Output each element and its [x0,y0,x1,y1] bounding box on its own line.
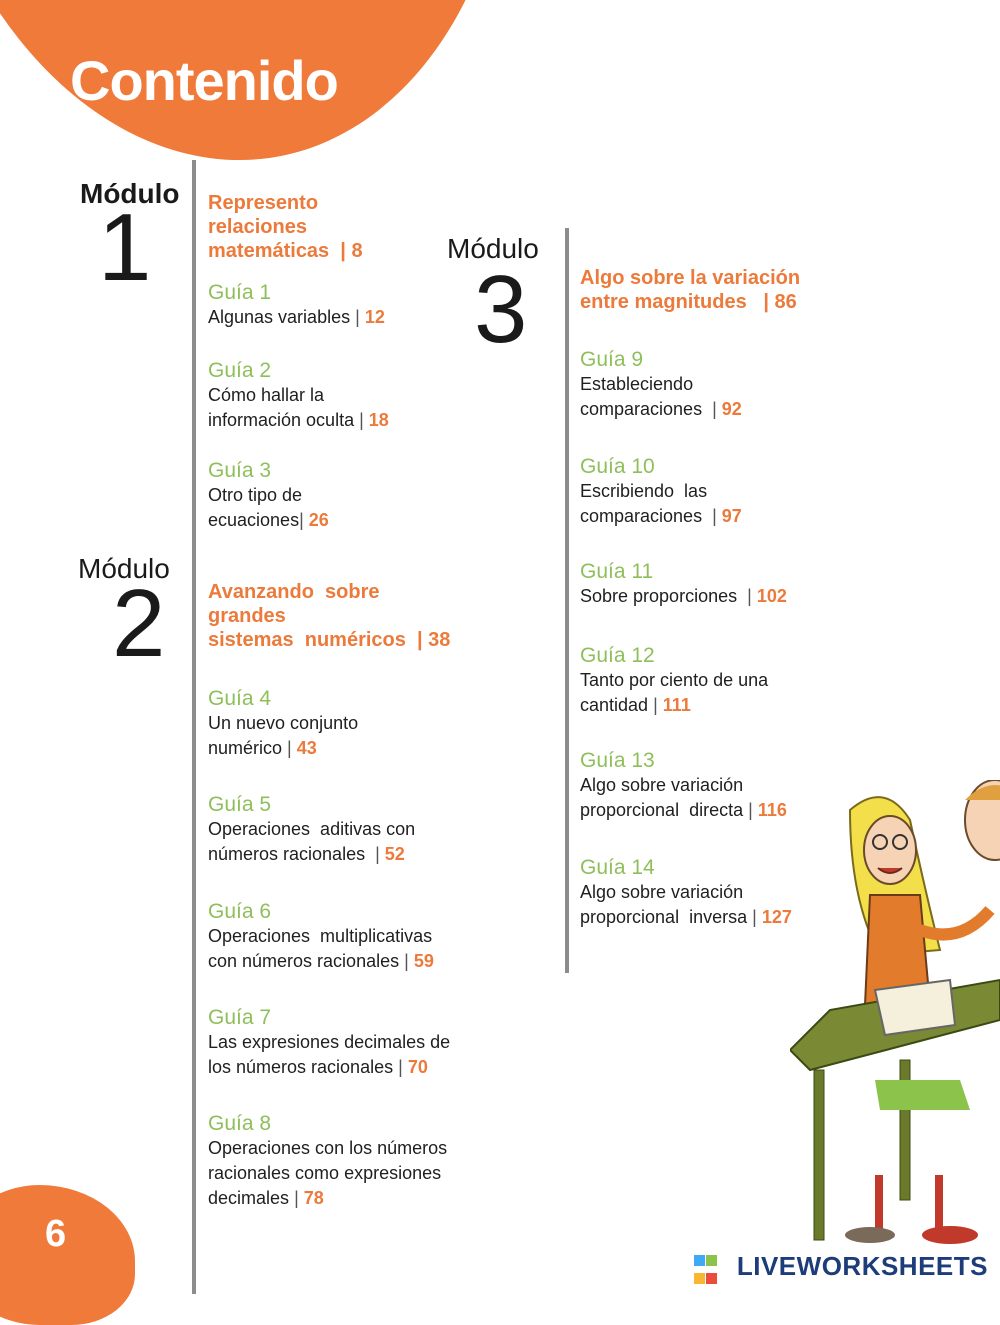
liveworksheets-logo-icon [694,1254,718,1278]
guide-name: Guía 4 [208,687,272,710]
guide-name: Guía 9 [580,348,644,371]
module-3-title: Algo sobre la variación entre magnitudes | 86 [580,267,801,313]
module-1-title: Represento relaciones matemáticas | 8 [208,192,363,262]
guide-name: Guía 6 [208,900,272,923]
students-illustration [790,780,1000,1250]
guide-6[interactable]: Guía 6 Operaciones multiplicativas con números racionales | 59 [208,900,468,974]
guide-9[interactable]: Guía 9 Estableciendo comparaciones | 92 [580,348,840,422]
module-1-number: 1 [98,194,152,301]
guide-8[interactable]: Guía 8 Operaciones con los números racionales como expresiones decimales | 78 [208,1112,468,1211]
guide-name: Guía 1 [208,281,272,304]
guide-7[interactable]: Guía 7 Las expresiones decimales de los números racionales | 70 [208,1006,468,1080]
guide-12[interactable]: Guía 12 Tanto por ciento de una cantidad | 111 [580,644,840,718]
module-2-number: 2 [112,570,166,677]
guide-4[interactable]: Guía 4 Un nuevo conjunto numérico | 43 [208,687,468,761]
module-2-label: Módulo [78,553,170,584]
guide-name: Guía 12 [580,644,655,667]
guide-name: Guía 14 [580,856,655,879]
brand-watermark[interactable]: LIVEWORKSHEETS [736,1251,988,1281]
guide-name: Guía 8 [208,1112,272,1135]
module-3-label: Módulo [447,233,539,264]
guide-name: Guía 3 [208,459,272,482]
guide-1[interactable]: Guía 1 Algunas variables | 12 [208,281,468,330]
guide-13[interactable]: Guía 13 Algo sobre variación proporcional directa | 116 [580,749,840,823]
guide-name: Guía 2 [208,359,272,382]
guide-name: Guía 7 [208,1006,272,1029]
guide-name: Guía 5 [208,793,272,816]
guide-name: Guía 13 [580,749,655,772]
page-number: 6 [45,1213,67,1255]
module-2-title: Avanzando sobre grandes sistemas numéricos | 38 [208,581,451,651]
guide-14[interactable]: Guía 14 Algo sobre variación proporcional inversa | 127 [580,856,840,930]
column-rule-left [192,160,196,1294]
guide-11[interactable]: Guía 11 Sobre proporciones | 102 [580,560,840,609]
guide-5[interactable]: Guía 5 Operaciones aditivas con números racionales | 52 [208,793,468,867]
module-3-number: 3 [474,256,528,363]
guide-10[interactable]: Guía 10 Escribiendo las comparaciones | 97 [580,455,840,529]
guide-2[interactable]: Guía 2 Cómo hallar la información oculta | 18 [208,359,468,433]
guide-name: Guía 10 [580,455,655,478]
module-1-label: Módulo [80,178,180,209]
page-title: Contenido [70,49,338,112]
page-number-badge [0,1185,135,1325]
guide-3[interactable]: Guía 3 Otro tipo de ecuaciones| 26 [208,459,468,533]
guide-name: Guía 11 [580,560,654,583]
column-rule-right [565,228,569,973]
